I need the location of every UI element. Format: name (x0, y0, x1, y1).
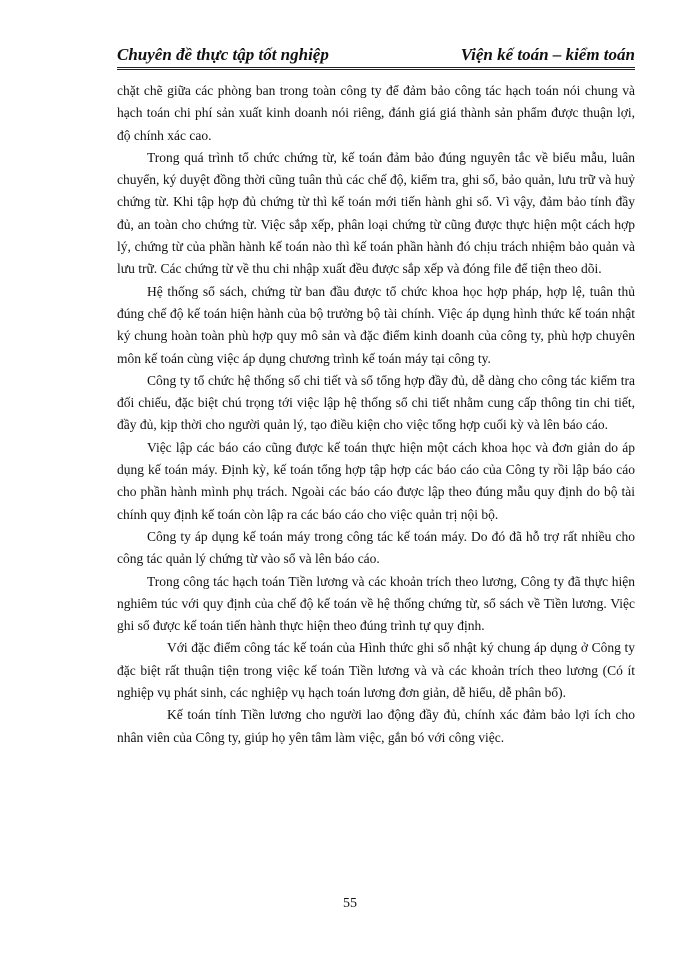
header-rule (117, 67, 635, 70)
paragraph-8: Với đặc điểm công tác kế toán của Hình thức ghi sổ nhật ký chung áp dụng ở Công ty đặc biệt rất thuận tiện trong việc kế toán Tiền lương và và các khoản trích theo lương (Có ít nghiệp vụ phát sinh, các nghiệp vụ hạch toán lương đơn giản, dễ hiểu, dễ phân bổ). (117, 640, 635, 701)
document-body (117, 80, 635, 749)
paragraph-7: Trong công tác hạch toán Tiền lương và các khoản trích theo lương, Công ty đã thực hiện nghiêm túc với quy định của chế độ kế toán về hệ thống chứng từ, sổ sách về Tiền lương. Việc ghi sổ được kế toán tiến hành thực hiện theo đúng trình tự quy định. (117, 573, 635, 634)
page-number: 55 (343, 896, 357, 911)
paragraph-5: Việc lập các báo cáo cũng được kế toán thực hiện một cách khoa học và đơn giản do áp dụng kế toán máy. Định kỳ, kế toán tổng hợp tập hợp các báo cáo của Công ty rồi lập báo cáo cho phần hành mình phụ trách. Ngoài các báo cáo được lập theo đúng mẫu quy định do bộ tài chính quy định kế toán còn lập ra các báo cáo cho việc quản trị nội bộ. (117, 439, 635, 522)
paragraph-9: Kế toán tính Tiền lương cho người lao động đầy đủ, chính xác đảm bảo lợi ích cho nhân viên của Công ty, giúp họ yên tâm làm việc, gắn bó với công việc. (117, 707, 635, 745)
header-left-title: Chuyên đề thực tập tốt nghiệp (117, 45, 329, 64)
paragraph-6: Công ty áp dụng kế toán máy trong công tác kế toán máy. Do đó đã hỗ trợ rất nhiều cho công tác quản lý chứng từ vào sổ và lên báo cáo. (117, 528, 635, 567)
header-right-title: Viện kế toán – kiểm toán (460, 45, 635, 64)
paragraph-2: Trong quá trình tổ chức chứng từ, kế toán đảm bảo đúng nguyên tắc về biểu mẫu, luân chuyển, ký duyệt đồng thời cũng tuân thủ các chế độ, kiểm tra, ghi sổ, bảo quản, lưu trữ và huỷ chứng từ. Khi tập hợp đủ chứng từ thì kế toán mới tiến hành ghi sổ. Vì vậy, đảm bảo tính đầy đủ, an toàn cho chứng từ. Việc sắp xếp, phân loại chứng từ cũng được thực hiện một cách hợp lý, chứng từ của phần hành kế toán nào thì kế toán phần hành đó chịu trách nhiệm bảo quản và lưu trữ. Các chứng từ về thu chi nhập xuất đều được sắp xếp và đóng file để tiện theo dõi. (117, 149, 635, 277)
paragraph-3: Hệ thống sổ sách, chứng từ ban đầu được tổ chức khoa học hợp pháp, hợp lệ, tuân thủ đúng chế độ kế toán hiện hành của bộ trưởng bộ tài chính. Việc áp dụng hình thức kế toán nhật ký chung hoàn toàn phù hợp quy mô sản và đặc điểm kinh doanh của công ty, phù hợp chuyên môn kế toán cùng việc áp dụng chương trình kế toán máy tại công ty. (117, 283, 635, 366)
page-header (117, 44, 635, 72)
paragraph-4: Công ty tổ chức hệ thống sổ chi tiết và sổ tổng hợp đầy đủ, dễ dàng cho công tác kiểm tra đối chiếu, đặc biệt chú trọng tới việc lập hệ thống sổ chi tiết nhằm cung cấp thông tin chi tiết, đầy đủ, kịp thời cho người quản lý, tạo điều kiện cho việc tổng hợp cuối kỳ và lên báo cáo. (117, 372, 635, 433)
paragraph-1: chặt chẽ giữa các phòng ban trong toàn công ty để đảm bảo công tác hạch toán nói chung và hạch toán chi phí sản xuất kinh doanh nói riêng, đánh giá giá thành sản phẩm được thuận lợi, độ chính xác cao. (117, 83, 635, 143)
